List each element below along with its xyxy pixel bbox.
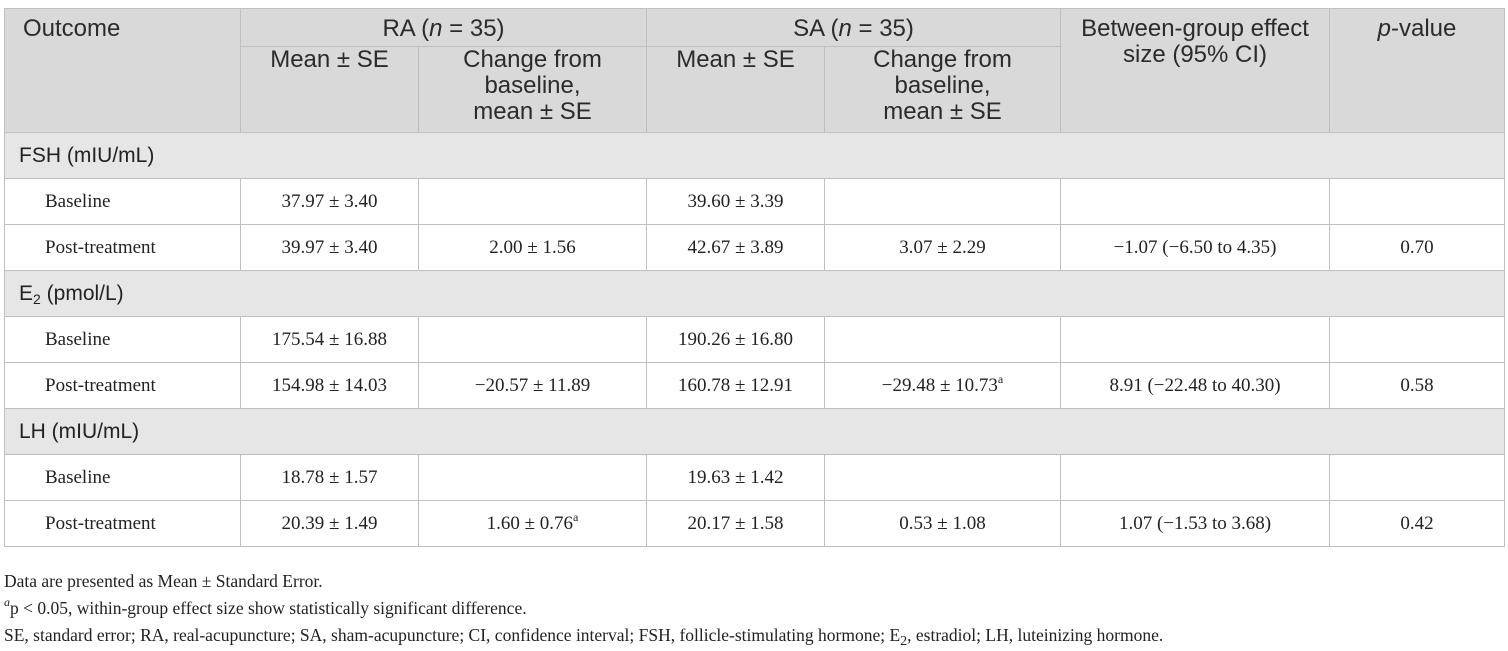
sa-change-cell: [825, 455, 1061, 501]
p-value-cell: [1330, 455, 1505, 501]
ra-mean-cell: 154.98 ± 14.03: [241, 363, 419, 409]
table-row: [5, 501, 1505, 547]
section-title: [5, 271, 1505, 317]
p-value-cell: 0.70: [1330, 225, 1505, 271]
header-ra-count: = 35): [442, 15, 505, 42]
header-effect-size: Between-group effect size (95% CI): [1061, 9, 1330, 133]
p-value-cell: [1330, 317, 1505, 363]
header-ra-label: RA (: [382, 15, 430, 42]
abbreviations-subscript: 2: [900, 634, 908, 649]
sa-mean-cell: 39.60 ± 3.39: [647, 179, 825, 225]
ra-change-cell: [419, 317, 647, 363]
header-ra-mean: Mean ± SE: [241, 47, 419, 133]
table-row: [5, 317, 1505, 363]
header-p-italic: p: [1377, 15, 1391, 42]
ra-change-cell: [419, 455, 647, 501]
header-outcome: Outcome: [5, 9, 241, 133]
header-change-line3: mean ± SE: [473, 98, 592, 125]
row-label: Baseline: [5, 179, 241, 225]
header-sa-change: [825, 47, 1061, 133]
ra-mean-cell: 18.78 ± 1.57: [241, 455, 419, 501]
section-title-subscript: 2: [33, 290, 41, 307]
table-row: [5, 179, 1505, 225]
effect-size-cell: 8.91 (−22.48 to 40.30): [1061, 363, 1330, 409]
header-sa-n: n: [838, 15, 852, 42]
ra-change-cell: 2.00 ± 1.56: [419, 225, 647, 271]
results-table: [4, 8, 1505, 547]
sa-mean-cell: 42.67 ± 3.89: [647, 225, 825, 271]
row-label: Post-treatment: [5, 363, 241, 409]
ra-change-value: 1.60 ± 0.76: [486, 512, 574, 534]
row-label: Post-treatment: [5, 225, 241, 271]
section-row-lh: [5, 409, 1505, 455]
ra-mean-cell: 20.39 ± 1.49: [241, 501, 419, 547]
section-title: FSH (mIU/mL): [5, 133, 1505, 179]
footnote-abbreviations: [4, 622, 1504, 649]
significance-marker: a: [573, 509, 579, 524]
header-p-value: [1330, 9, 1505, 133]
table-row: [5, 363, 1505, 409]
header-ra-group: [241, 9, 647, 47]
header-change-line1: Change from: [463, 46, 602, 73]
header-ra-change: [419, 47, 647, 133]
sa-change-cell: [825, 363, 1061, 409]
sa-change-cell: [825, 317, 1061, 363]
header-ra-n: n: [429, 15, 443, 42]
sa-mean-cell: 19.63 ± 1.42: [647, 455, 825, 501]
table-row: [5, 455, 1505, 501]
footnote-data-presentation: Data are presented as Mean ± Standard Error.: [4, 571, 323, 591]
effect-size-cell: 1.07 (−1.53 to 3.68): [1061, 501, 1330, 547]
abbreviations-part1: SE, standard error; RA, real-acupuncture; SA, sham-acupuncture; CI, confidence interval; FSH, follicle-stimulating hormone; E: [4, 625, 901, 645]
effect-size-cell: [1061, 179, 1330, 225]
p-value-cell: 0.58: [1330, 363, 1505, 409]
effect-size-cell: [1061, 317, 1330, 363]
header-change-line3: mean ± SE: [883, 98, 1002, 125]
ra-change-cell: −20.57 ± 11.89: [419, 363, 647, 409]
significance-marker: a: [997, 371, 1004, 386]
p-value-cell: [1330, 179, 1505, 225]
results-table-container: [4, 8, 1504, 547]
row-label: Baseline: [5, 317, 241, 363]
ra-change-cell: [419, 501, 647, 547]
sa-change-cell: 0.53 ± 1.08: [825, 501, 1061, 547]
sa-change-value: −29.48 ± 10.73: [881, 374, 998, 396]
section-row-e2: [5, 271, 1505, 317]
section-title-prefix: E: [19, 281, 34, 305]
header-change-line1: Change from: [873, 46, 1012, 73]
footnote-significance-text: p < 0.05, within-group effect size show statistically significant difference.: [10, 598, 527, 618]
footnote-marker: a: [4, 595, 10, 609]
sa-change-cell: [825, 179, 1061, 225]
ra-mean-cell: 39.97 ± 3.40: [241, 225, 419, 271]
sa-mean-cell: 20.17 ± 1.58: [647, 501, 825, 547]
row-label: Baseline: [5, 455, 241, 501]
table-header: [5, 9, 1505, 133]
footnote-significance: [4, 595, 1504, 622]
sa-mean-cell: 190.26 ± 16.80: [647, 317, 825, 363]
table-body: [5, 133, 1505, 547]
header-sa-group: [647, 9, 1061, 47]
effect-size-cell: [1061, 455, 1330, 501]
table-row: [5, 225, 1505, 271]
ra-change-cell: [419, 179, 647, 225]
p-value-cell: 0.42: [1330, 501, 1505, 547]
sa-change-cell: 3.07 ± 2.29: [825, 225, 1061, 271]
header-sa-count: = 35): [851, 15, 914, 42]
ra-mean-cell: 175.54 ± 16.88: [241, 317, 419, 363]
row-label: Post-treatment: [5, 501, 241, 547]
header-sa-mean: Mean ± SE: [647, 47, 825, 133]
header-change-line2: baseline,: [484, 72, 581, 99]
header-sa-label: SA (: [793, 15, 839, 42]
section-row-fsh: [5, 133, 1505, 179]
abbreviations-part2: , estradiol; LH, luteinizing hormone.: [907, 625, 1164, 645]
header-p-rest: -value: [1391, 15, 1457, 42]
section-title-suffix: (pmol/L): [40, 281, 124, 305]
table-footnotes: [4, 568, 1504, 649]
section-title: LH (mIU/mL): [5, 409, 1505, 455]
ra-mean-cell: 37.97 ± 3.40: [241, 179, 419, 225]
sa-mean-cell: 160.78 ± 12.91: [647, 363, 825, 409]
header-change-line2: baseline,: [894, 72, 991, 99]
effect-size-cell: −1.07 (−6.50 to 4.35): [1061, 225, 1330, 271]
